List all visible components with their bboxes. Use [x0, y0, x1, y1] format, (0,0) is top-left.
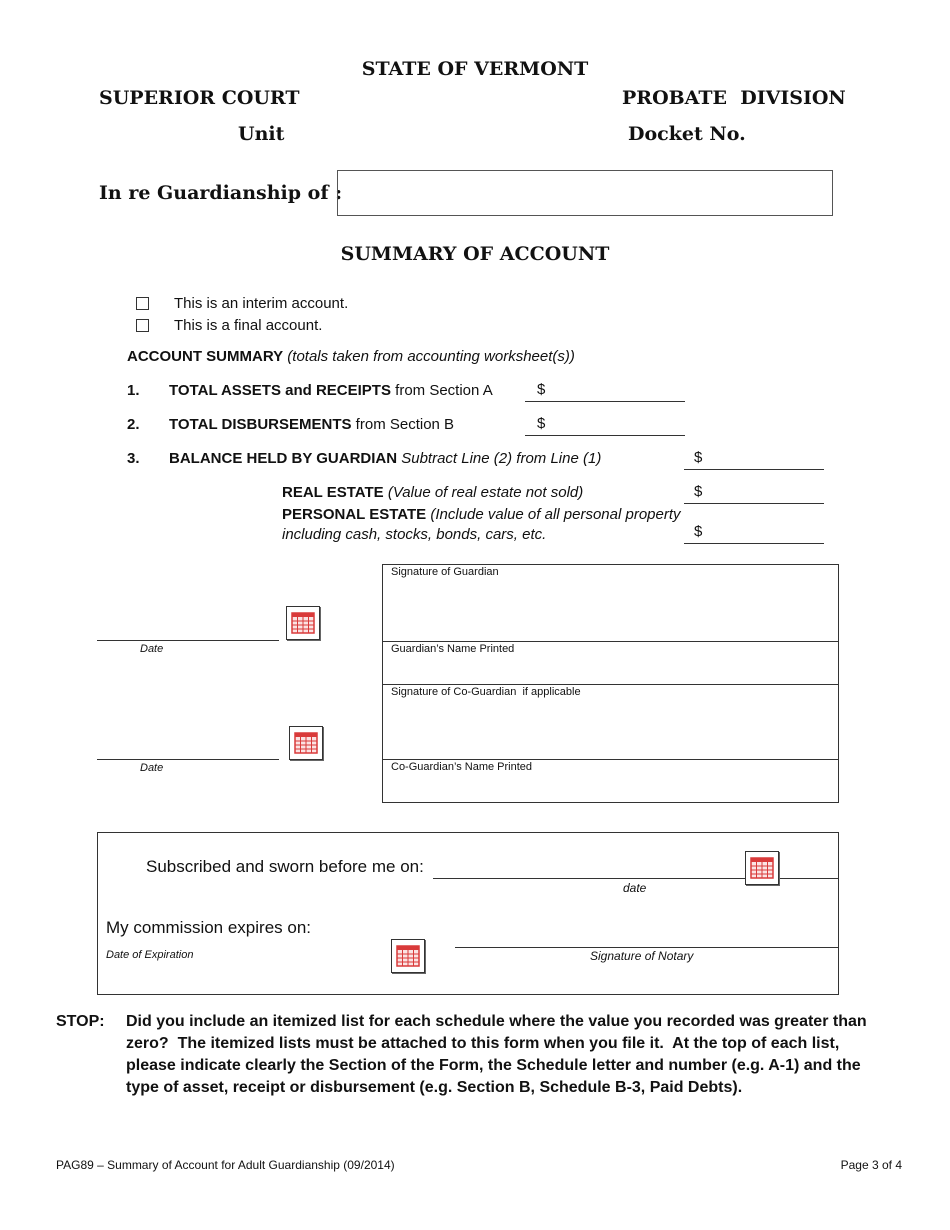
real-estate-label-note: (Value of real estate not sold) — [387, 484, 584, 501]
personal-estate-label — [282, 506, 681, 523]
real-estate-field[interactable] — [684, 503, 824, 504]
coguardian-date-field[interactable] — [97, 759, 279, 760]
guardianship-name-field[interactable] — [337, 170, 833, 216]
line-1-currency: $ — [537, 381, 546, 398]
calendar-icon[interactable] — [745, 851, 779, 885]
notary-signature-label: Signature of Notary — [590, 949, 694, 963]
calendar-icon[interactable] — [391, 939, 425, 973]
page-number: Page 3 of 4 — [840, 1158, 902, 1172]
account-summary-heading — [127, 348, 575, 365]
guardian-name-field[interactable] — [383, 642, 838, 685]
line-1-label-rest: from Section A — [390, 382, 493, 399]
guardian-signature-label: Signature of Guardian — [391, 566, 499, 578]
guardian-date-label: Date — [140, 643, 164, 655]
line-2-label-rest: from Section B — [351, 416, 455, 433]
line-3-currency: $ — [694, 449, 703, 466]
form-title: SUMMARY OF ACCOUNT — [340, 243, 610, 265]
coguardian-name-field[interactable] — [383, 760, 838, 802]
personal-estate-label-note: (Include value of all personal property — [430, 506, 681, 523]
personal-estate-note-line2: including cash, stocks, bonds, cars, etc. — [282, 526, 547, 543]
real-estate-currency: $ — [694, 483, 703, 500]
account-summary-heading-bold: ACCOUNT SUMMARY — [127, 348, 284, 365]
personal-estate-label-bold: PERSONAL ESTATE — [282, 506, 427, 523]
guardian-date-field[interactable] — [97, 640, 279, 641]
sworn-label: Subscribed and sworn before me on: — [146, 857, 424, 876]
state-title: STATE OF VERMONT — [361, 58, 589, 80]
court-title: SUPERIOR COURT — [99, 87, 300, 109]
guardianship-label: In re Guardianship of : — [99, 182, 343, 204]
stop-line-3: please indicate clearly the Section of the Form, the Schedule letter and number (e.g. A-1) and the — [126, 1057, 861, 1074]
line-3-label-rest: Subtract Line (2) from Line (1) — [397, 450, 602, 467]
coguardian-signature-field[interactable] — [383, 685, 838, 760]
notary-signature-field[interactable] — [455, 947, 838, 948]
stop-label: STOP: — [56, 1013, 105, 1030]
final-account-checkbox[interactable] — [136, 319, 149, 332]
account-summary-heading-note: (totals taken from accounting worksheet(s)) — [287, 348, 575, 365]
total-assets-field[interactable] — [525, 401, 685, 402]
line-1-label — [169, 382, 493, 399]
line-3-number: 3. — [127, 450, 140, 467]
line-1-number: 1. — [127, 382, 140, 399]
coguardian-date-label: Date — [140, 762, 164, 774]
balance-held-field[interactable] — [684, 469, 824, 470]
docket-label: Docket No. — [628, 123, 746, 145]
notary-box — [97, 832, 839, 995]
line-3-label — [169, 450, 601, 467]
stop-line-4: type of asset, receipt or disbursement (e.g. Section B, Schedule B-3, Paid Debts). — [126, 1079, 743, 1096]
coguardian-name-label: Co-Guardian’s Name Printed — [391, 761, 533, 773]
guardianship-name-value — [338, 171, 832, 195]
final-account-label: This is a final account. — [174, 317, 323, 334]
personal-estate-field[interactable] — [684, 543, 824, 544]
calendar-icon[interactable] — [289, 726, 323, 760]
signature-box — [382, 564, 839, 803]
unit-label: Unit — [238, 123, 285, 145]
commission-label: My commission expires on: — [106, 918, 312, 937]
total-disbursements-field[interactable] — [525, 435, 685, 436]
guardian-name-label: Guardian’s Name Printed — [391, 643, 515, 655]
calendar-icon[interactable] — [286, 606, 320, 640]
line-1-label-bold: TOTAL ASSETS and RECEIPTS — [169, 382, 391, 399]
interim-account-label: This is an interim account. — [174, 295, 349, 312]
guardian-signature-field[interactable] — [383, 565, 838, 642]
line-2-number: 2. — [127, 416, 140, 433]
personal-estate-currency: $ — [694, 523, 703, 540]
expiration-date-label: Date of Expiration — [106, 949, 194, 961]
sworn-date-label: date — [623, 881, 647, 895]
interim-account-checkbox[interactable] — [136, 297, 149, 310]
stop-line-2: zero? The itemized lists must be attached to this form when you file it. At the top of each list, — [126, 1035, 840, 1052]
form-id: PAG89 – Summary of Account for Adult Guardianship (09/2014) — [56, 1158, 395, 1172]
real-estate-label — [282, 484, 583, 501]
real-estate-label-bold: REAL ESTATE — [282, 484, 384, 501]
coguardian-signature-label: Signature of Co-Guardian if applicable — [391, 686, 581, 698]
division-title: PROBATE DIVISION — [622, 87, 846, 109]
line-2-currency: $ — [537, 415, 546, 432]
stop-line-1: Did you include an itemized list for each schedule where the value you recorded was greater than — [126, 1013, 867, 1030]
line-3-label-bold: BALANCE HELD BY GUARDIAN — [169, 450, 398, 467]
line-2-label-bold: TOTAL DISBURSEMENTS — [169, 416, 352, 433]
line-2-label — [169, 416, 454, 433]
